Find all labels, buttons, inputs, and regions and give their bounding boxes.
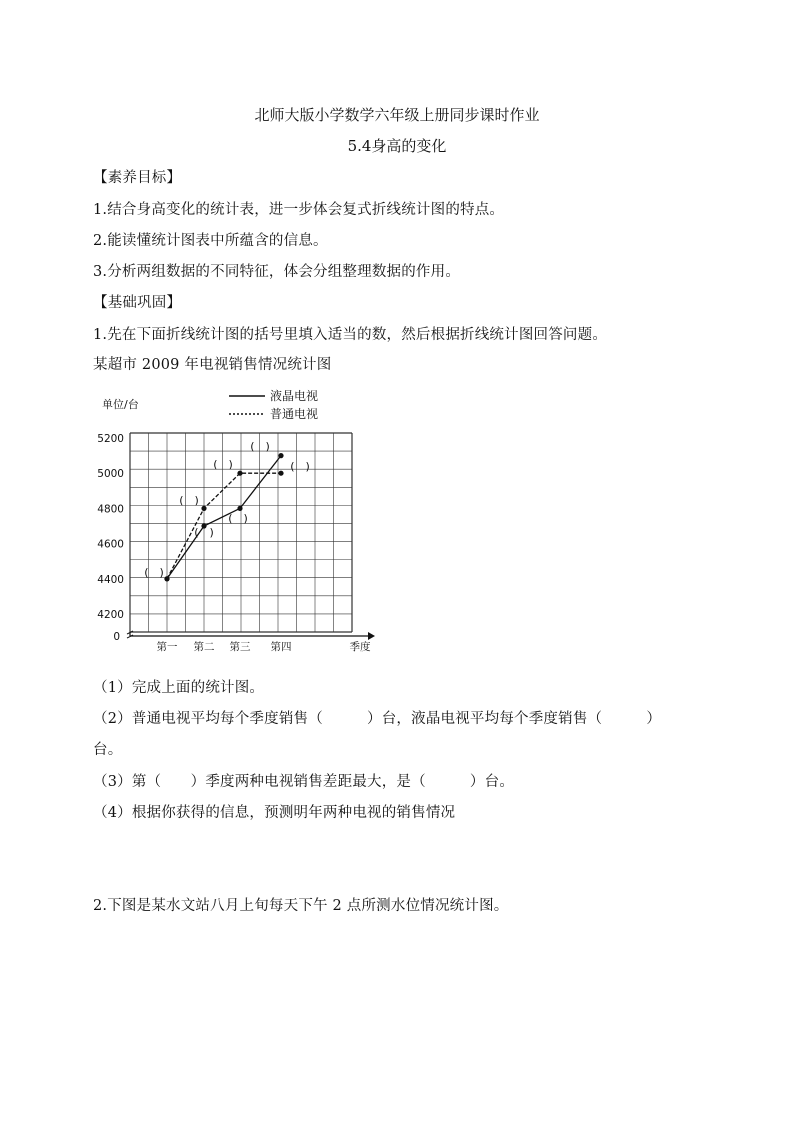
blank-label: ( ) — [290, 460, 310, 473]
question-1: 1.先在下面折线统计图的括号里填入适当的数，然后根据折线统计图回答问题。 — [93, 327, 608, 343]
y-tick-label: 0 — [113, 631, 120, 643]
blank-label: ( ) — [179, 494, 199, 507]
x-tick-label: 第四 — [270, 641, 292, 653]
goal-3: 3.分析两组数据的不同特征，体会分组整理数据的作用。 — [93, 264, 461, 280]
y-tick-label: 4200 — [97, 609, 124, 621]
blank-label: ( ) — [213, 458, 233, 471]
y-tick-label: 4400 — [97, 573, 124, 586]
y-tick-label: 4800 — [97, 503, 124, 516]
section-basic: 【基础巩固】 — [93, 295, 182, 311]
legend-label-lcd: 液晶电视 — [270, 389, 319, 403]
sub-question-3: （3）第（ ）季度两种电视销售差距最大，是（ ）台。 — [93, 774, 515, 790]
question-2: 2.下图是某水文站八月上旬每天下午 2 点所测水位情况统计图。 — [93, 898, 509, 914]
y-tick-label: 4600 — [97, 538, 124, 551]
x-tick-label: 第一 — [156, 641, 178, 653]
sub-question-2: （2）普通电视平均每个季度销售（ ）台，液晶电视平均每个季度销售（ ） — [93, 711, 662, 727]
x-tick-label: 第三 — [229, 641, 251, 653]
data-point-normal — [201, 506, 206, 511]
series-line-normal — [167, 473, 281, 579]
goal-2: 2.能读懂统计图表中所蕴含的信息。 — [93, 233, 328, 249]
data-point-lcd — [278, 453, 283, 458]
data-point-normal — [278, 471, 283, 476]
data-point-normal — [164, 576, 169, 581]
x-axis-label: 季度 — [349, 641, 371, 653]
series-line-lcd — [167, 456, 281, 579]
blank-label: ( ) — [228, 512, 248, 525]
sub-question-1: （1）完成上面的统计图。 — [93, 680, 265, 696]
line-chart — [90, 386, 390, 660]
section-goals: 【素养目标】 — [93, 170, 182, 186]
y-axis-label: 单位/台 — [102, 398, 139, 411]
y-tick-label: 5000 — [97, 468, 124, 481]
sub-question-4: （4）根据你获得的信息，预测明年两种电视的销售情况 — [93, 805, 456, 821]
chart-svg — [90, 386, 390, 656]
x-axis-arrow — [368, 632, 375, 640]
blank-label: ( ) — [194, 526, 214, 539]
goal-1: 1.结合身高变化的统计表，进一步体会复式折线统计图的特点。 — [93, 202, 505, 218]
blank-label: ( ) — [250, 440, 270, 453]
sub-question-2-end: 台。 — [93, 742, 123, 758]
x-tick-label: 第二 — [193, 641, 215, 653]
data-point-lcd — [237, 506, 242, 511]
data-point-normal — [237, 471, 242, 476]
legend-label-normal: 普通电视 — [270, 407, 319, 421]
chart-caption: 某超市 2009 年电视销售情况统计图 — [93, 357, 332, 373]
doc-subtitle: 5.4身高的变化 — [347, 137, 447, 155]
blank-label: ( ) — [144, 566, 164, 579]
doc-title: 北师大版小学数学六年级上册同步课时作业 — [254, 106, 540, 124]
y-tick-label: 5200 — [97, 433, 124, 445]
